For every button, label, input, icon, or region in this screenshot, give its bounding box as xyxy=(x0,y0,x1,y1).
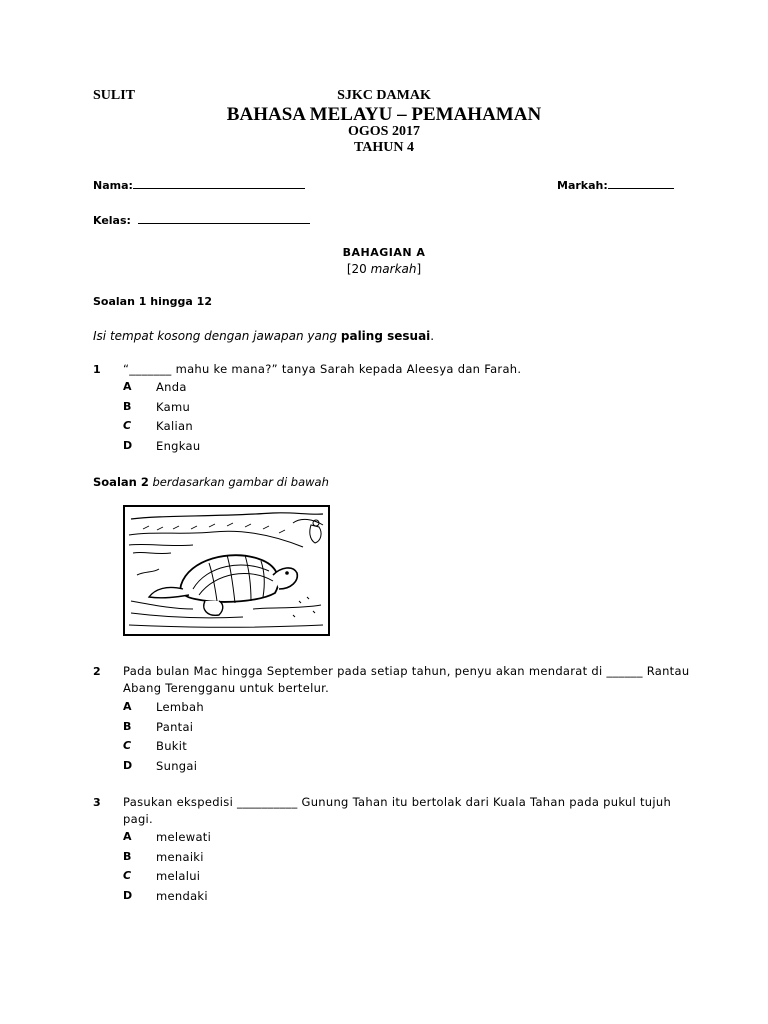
option-letter: D xyxy=(123,758,133,772)
instruction-end: . xyxy=(430,329,435,343)
option-letter: C xyxy=(123,869,132,883)
marks-label: Markah: xyxy=(557,179,608,192)
option-c[interactable] xyxy=(123,419,200,439)
options-list xyxy=(123,380,200,458)
option-text: Anda xyxy=(156,380,187,394)
school-name: SJKC DAMAK xyxy=(337,88,431,103)
option-text: mendaki xyxy=(156,888,208,903)
option-text: Kalian xyxy=(156,419,193,434)
marks-word: markah xyxy=(370,262,417,276)
option-letter: A xyxy=(123,830,132,843)
option-letter: B xyxy=(123,849,132,863)
name-label: Nama: xyxy=(93,179,133,192)
options-list xyxy=(123,700,204,778)
option-a[interactable] xyxy=(123,700,204,720)
option-letter: C xyxy=(123,419,132,433)
option-letter: A xyxy=(123,380,132,393)
class-blank-line[interactable] xyxy=(138,212,310,224)
option-a[interactable] xyxy=(123,830,211,850)
name-blank-line[interactable] xyxy=(133,177,305,189)
option-b[interactable] xyxy=(123,400,200,420)
question-text: Pada bulan Mac hingga September pada setiap tahun, penyu akan mendarat di ______ Rantau Abang Terengganu untuk bertelur. xyxy=(123,664,690,695)
option-text: Kamu xyxy=(156,399,191,414)
question-number: 3 xyxy=(93,796,101,809)
option-text: Pantai xyxy=(156,719,194,734)
q2-intro-italic: berdasarkan gambar di bawah xyxy=(148,475,329,489)
option-text: Engkau xyxy=(156,438,201,453)
class-field xyxy=(93,212,310,227)
section-marks xyxy=(0,262,768,276)
option-b[interactable] xyxy=(123,850,211,870)
option-c[interactable] xyxy=(123,739,204,759)
marks-suffix: ] xyxy=(416,262,422,276)
q2-intro xyxy=(93,475,329,489)
option-letter: D xyxy=(123,888,133,902)
option-letter: B xyxy=(123,719,132,733)
class-label: Kelas: xyxy=(93,214,131,227)
instruction xyxy=(93,329,434,343)
marks-prefix: [20 xyxy=(346,262,371,276)
option-letter: B xyxy=(123,399,132,413)
option-c[interactable] xyxy=(123,869,211,889)
subject-title: BAHASA MELAYU – PEMAHAMAN xyxy=(226,104,542,125)
option-d[interactable] xyxy=(123,759,204,779)
option-b[interactable] xyxy=(123,720,204,740)
option-text: melewati xyxy=(156,830,212,844)
question-range: Soalan 1 hingga 12 xyxy=(93,295,212,308)
marks-blank-line[interactable] xyxy=(608,177,674,189)
option-text: Bukit xyxy=(156,739,188,754)
option-letter: A xyxy=(123,700,132,713)
instruction-text: Isi tempat kosong dengan jawapan yang xyxy=(93,329,341,343)
confidential-label: SULIT xyxy=(93,88,136,103)
turtle-on-beach-illustration xyxy=(123,505,330,636)
question-text: “_______ mahu ke mana?” tanya Sarah kepada Aleesya dan Farah. xyxy=(123,362,522,376)
section-title: BAHAGIAN A xyxy=(342,246,426,259)
option-text: Sungai xyxy=(156,758,198,773)
option-d[interactable] xyxy=(123,439,200,459)
exam-date: OGOS 2017 xyxy=(348,124,420,139)
marks-field xyxy=(557,177,674,192)
name-field xyxy=(93,177,305,192)
grade-level: TAHUN 4 xyxy=(353,140,415,155)
q2-intro-bold: Soalan 2 xyxy=(93,475,149,489)
option-letter: C xyxy=(123,739,132,753)
question-number: 2 xyxy=(93,665,101,678)
option-text: Lembah xyxy=(156,700,204,714)
option-text: menaiki xyxy=(156,849,204,864)
option-text: melalui xyxy=(156,869,201,884)
option-letter: D xyxy=(123,438,133,452)
options-list xyxy=(123,830,211,908)
option-a[interactable] xyxy=(123,380,200,400)
instruction-emphasis: paling sesuai xyxy=(340,329,431,343)
option-d[interactable] xyxy=(123,889,211,909)
question-number: 1 xyxy=(93,363,101,376)
question-text: Pasukan ekspedisi __________ Gunung Tahan itu bertolak dari Kuala Tahan pada pukul tujuh pagi. xyxy=(123,795,672,826)
